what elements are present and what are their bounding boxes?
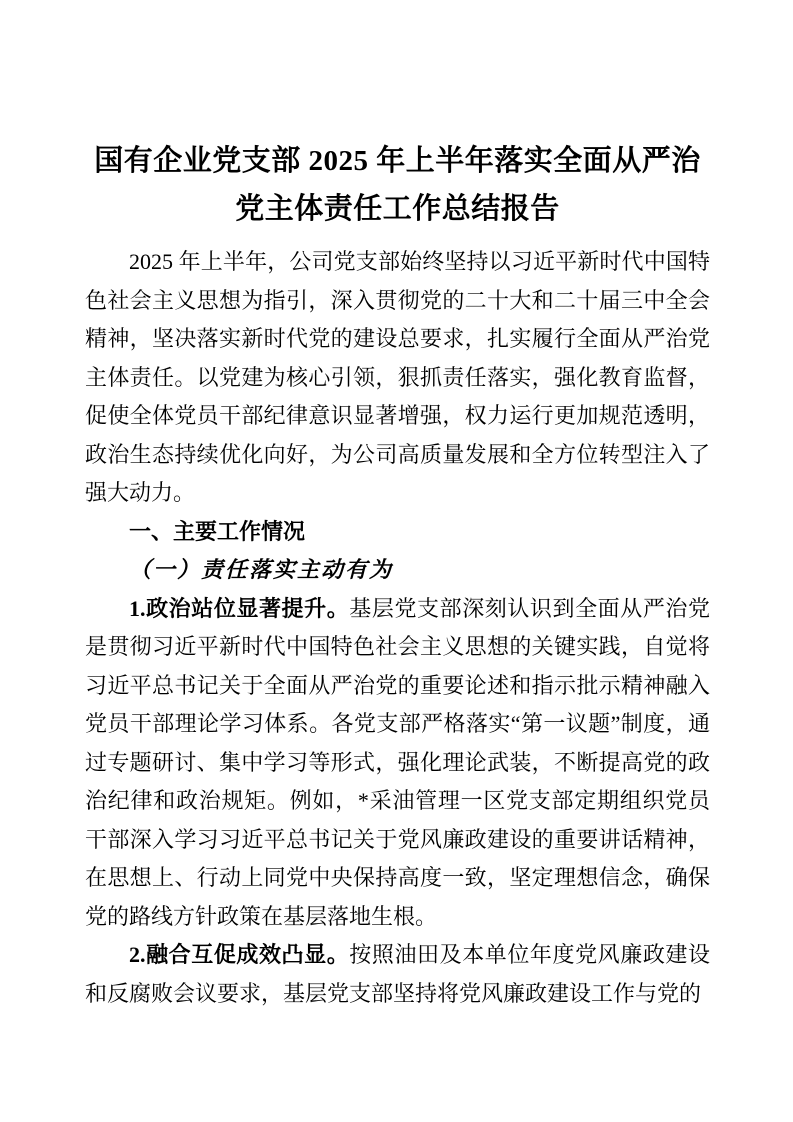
subsection-item-2-paragraph (85, 936, 710, 1013)
section-1-subsection-1-heading: （一）责任落实主动有为 (129, 557, 394, 582)
subsection-item-2-lead: 2.融合互促成效凸显。 (129, 942, 350, 967)
subsection-item-1-paragraph (85, 590, 710, 937)
subsection-item-2-text: 按照油田及本单位年度党风廉政建设和反腐败会议要求，基层党支部坚持将党风廉政建设工作与党的 (85, 942, 710, 1006)
document-title: 国有企业党支部 2025 年上半年落实全面从严治党主体责任工作总结报告 (94, 145, 701, 225)
intro-paragraph: 2025 年上半年，公司党支部始终坚持以习近平新时代中国特色社会主义思想为指引，深入贯彻党的二十大和二十届三中全会精神，坚决落实新时代党的建设总要求，扎实履行全面从严治党主体责任。以党建为核心引领，狠抓责任落实，强化教育监督，促使全体党员干部纪律意识显著增强，权力运行更加规范透明，政治生态持续优化向好，为公司高质量发展和全方位转型注入了强大动力。 (85, 249, 710, 505)
subsection-item-1-text: 基层党支部深刻认识到全面从严治党是贯彻习近平新时代中国特色社会主义思想的关键实践，自觉将习近平总书记关于全面从严治党的重要论述和指示批示精神融入党员干部理论学习体系。各党支部严格落实“第一议题”制度，通过专题研讨、集中学习等形式，强化理论武装，不断提高党的政治纪律和政治规矩。例如，*采油管理一区党支部定期组织党员干部深入学习习近平总书记关于党风廉政建设的重要讲话精神，在思想上、行动上同党中央保持高度一致，坚定理想信念，确保党的路线方针政策在基层落地生根。 (85, 595, 710, 929)
subsection-item-1-lead: 1.政治站位显著提升。 (129, 595, 350, 621)
section-1-heading: 一、主要工作情况 (129, 518, 306, 544)
